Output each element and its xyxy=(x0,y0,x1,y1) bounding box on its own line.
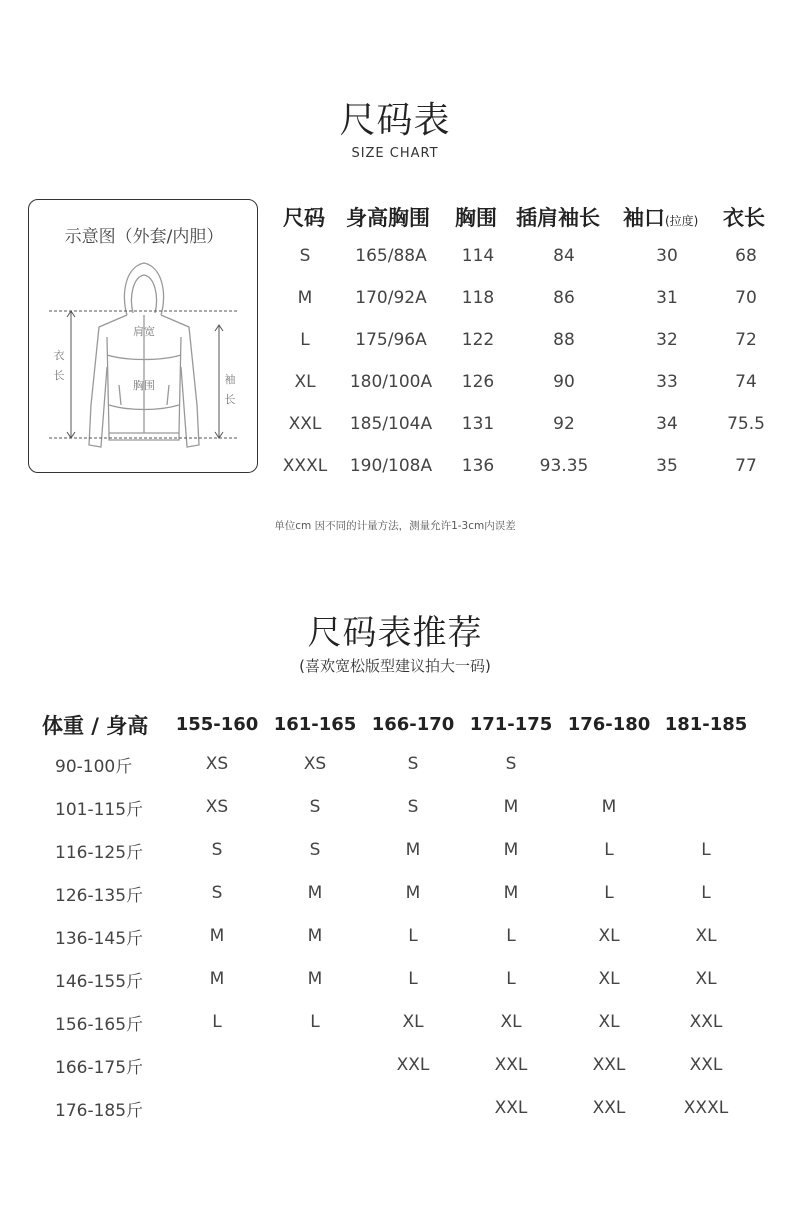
size-cell-size: XL xyxy=(294,372,316,392)
size-cell-length: 72 xyxy=(735,330,757,350)
recommend-cell: XL xyxy=(598,969,620,989)
recommend-cell: M xyxy=(405,883,421,903)
recommend-cell: XS xyxy=(205,754,229,774)
weight-label: 90-100斤 xyxy=(55,757,133,777)
size-chart-subtitle: SIZE CHART xyxy=(351,146,439,161)
size-cell-sleeve: 88 xyxy=(553,330,575,350)
recommend-cell: XS xyxy=(303,754,327,774)
recommend-cell: M xyxy=(503,840,519,860)
height-header: 176-180 xyxy=(567,714,651,735)
size-cell-size: M xyxy=(297,288,313,308)
recommend-cell: XXL xyxy=(494,1055,528,1075)
size-cell-height-chest: 185/104A xyxy=(349,414,433,434)
size-cell-sleeve: 84 xyxy=(553,246,575,266)
measurement-note: 单位cm 因不同的计量方法，测量允许1-3cm内误差 xyxy=(274,520,516,532)
recommend-cell: L xyxy=(701,883,711,903)
recommend-cell: S xyxy=(407,754,419,774)
size-cell-cuff: 33 xyxy=(656,372,678,392)
weight-label: 101-115斤 xyxy=(55,800,144,820)
size-cell-sleeve: 90 xyxy=(553,372,575,392)
size-cell-height-chest: 190/108A xyxy=(349,456,433,476)
size-cell-length: 77 xyxy=(735,456,757,476)
size-cell-cuff: 31 xyxy=(656,288,678,308)
weight-label: 126-135斤 xyxy=(55,886,144,906)
recommend-cell: XL xyxy=(695,969,717,989)
size-cell-size: L xyxy=(300,330,310,350)
height-header: 161-165 xyxy=(273,714,357,735)
jacket-diagram-panel xyxy=(28,199,258,473)
size-cell-length: 74 xyxy=(735,372,757,392)
recommend-cell: XXL xyxy=(689,1055,723,1075)
jacket-outline-icon xyxy=(49,255,239,465)
recommend-cell: XXL xyxy=(689,1012,723,1032)
recommend-cell: XL xyxy=(598,926,620,946)
size-cell-cuff: 35 xyxy=(656,456,678,476)
recommend-cell: L xyxy=(212,1012,222,1032)
size-cell-chest: 131 xyxy=(461,414,495,434)
size-cell-height-chest: 180/100A xyxy=(349,372,433,392)
recommend-cell: XL xyxy=(695,926,717,946)
recommend-cell: L xyxy=(408,926,418,946)
header-chest: 胸围 xyxy=(455,206,497,230)
recommend-cell: S xyxy=(211,840,223,860)
height-header: 155-160 xyxy=(175,714,259,735)
recommend-cell: XL xyxy=(500,1012,522,1032)
height-header: 166-170 xyxy=(371,714,455,735)
weight-label: 146-155斤 xyxy=(55,972,144,992)
recommend-cell: XXL xyxy=(494,1098,528,1118)
size-cell-height-chest: 165/88A xyxy=(355,246,427,266)
length-label-2: 长 xyxy=(53,370,65,382)
recommend-cell: L xyxy=(506,926,516,946)
header-cuff-text: 袖口 xyxy=(623,206,665,230)
header-size: 尺码 xyxy=(283,206,325,230)
size-cell-cuff: 34 xyxy=(656,414,678,434)
diagram-caption: 示意图（外套/内胆） xyxy=(64,227,224,247)
shoulder-label: 肩宽 xyxy=(133,326,155,338)
size-cell-sleeve: 86 xyxy=(553,288,575,308)
recommend-cell: S xyxy=(309,797,321,817)
recommend-cell: M xyxy=(307,883,323,903)
height-header: 171-175 xyxy=(469,714,553,735)
recommend-cell: L xyxy=(310,1012,320,1032)
size-cell-sleeve: 93.35 xyxy=(539,456,589,476)
sleeve-label-2: 长 xyxy=(224,394,236,406)
recommend-cell: XL xyxy=(402,1012,424,1032)
recommend-cell: XXXL xyxy=(683,1098,729,1118)
recommend-cell: L xyxy=(506,969,516,989)
recommend-cell: XL xyxy=(598,1012,620,1032)
size-cell-cuff: 32 xyxy=(656,330,678,350)
size-cell-chest: 126 xyxy=(461,372,495,392)
recommend-cell: M xyxy=(209,969,225,989)
recommend-cell: M xyxy=(209,926,225,946)
size-cell-chest: 122 xyxy=(461,330,495,350)
weight-label: 156-165斤 xyxy=(55,1015,144,1035)
height-header: 181-185 xyxy=(664,714,748,735)
recommend-cell: XXL xyxy=(592,1055,626,1075)
size-cell-size: XXXL xyxy=(282,456,328,476)
recommend-cell: M xyxy=(405,840,421,860)
header-cuff xyxy=(623,202,698,232)
header-height-chest: 身高胸围 xyxy=(346,206,430,230)
size-cell-length: 75.5 xyxy=(727,414,765,434)
weight-label: 136-145斤 xyxy=(55,929,144,949)
recommend-cell: S xyxy=(505,754,517,774)
chest-label: 胸围 xyxy=(133,380,155,392)
size-cell-length: 70 xyxy=(735,288,757,308)
size-cell-size: XXL xyxy=(288,414,322,434)
size-cell-chest: 136 xyxy=(461,456,495,476)
recommend-cell: S xyxy=(211,883,223,903)
weight-label: 116-125斤 xyxy=(55,843,144,863)
weight-label: 166-175斤 xyxy=(55,1058,144,1078)
size-cell-cuff: 30 xyxy=(656,246,678,266)
recommend-subtitle: (喜欢宽松版型建议拍大一码) xyxy=(299,657,491,675)
header-length: 衣长 xyxy=(723,206,765,230)
recommend-cell: M xyxy=(601,797,617,817)
header-cuff-note: (拉度) xyxy=(665,214,699,228)
size-cell-chest: 114 xyxy=(461,246,495,266)
sleeve-label-1: 袖 xyxy=(224,374,236,386)
size-cell-height-chest: 170/92A xyxy=(355,288,427,308)
weight-height-label: 体重 / 身高 xyxy=(42,714,149,738)
recommend-cell: S xyxy=(407,797,419,817)
size-chart-title: 尺码表 xyxy=(339,100,451,141)
recommend-cell: XXL xyxy=(396,1055,430,1075)
recommend-cell: M xyxy=(503,883,519,903)
recommend-cell: L xyxy=(408,969,418,989)
recommend-cell: XS xyxy=(205,797,229,817)
recommend-cell: M xyxy=(307,969,323,989)
recommend-cell: L xyxy=(604,840,614,860)
size-cell-length: 68 xyxy=(735,246,757,266)
length-label-1: 衣 xyxy=(53,350,65,362)
recommend-cell: XXL xyxy=(592,1098,626,1118)
size-cell-sleeve: 92 xyxy=(553,414,575,434)
size-cell-size: S xyxy=(299,246,311,266)
header-sleeve: 插肩袖长 xyxy=(516,206,600,230)
recommend-cell: M xyxy=(307,926,323,946)
recommend-cell: L xyxy=(604,883,614,903)
weight-label: 176-185斤 xyxy=(55,1101,144,1121)
recommend-cell: L xyxy=(701,840,711,860)
recommend-cell: M xyxy=(503,797,519,817)
recommend-cell: S xyxy=(309,840,321,860)
size-cell-chest: 118 xyxy=(461,288,495,308)
recommend-title: 尺码表推荐 xyxy=(307,613,483,653)
size-cell-height-chest: 175/96A xyxy=(355,330,427,350)
